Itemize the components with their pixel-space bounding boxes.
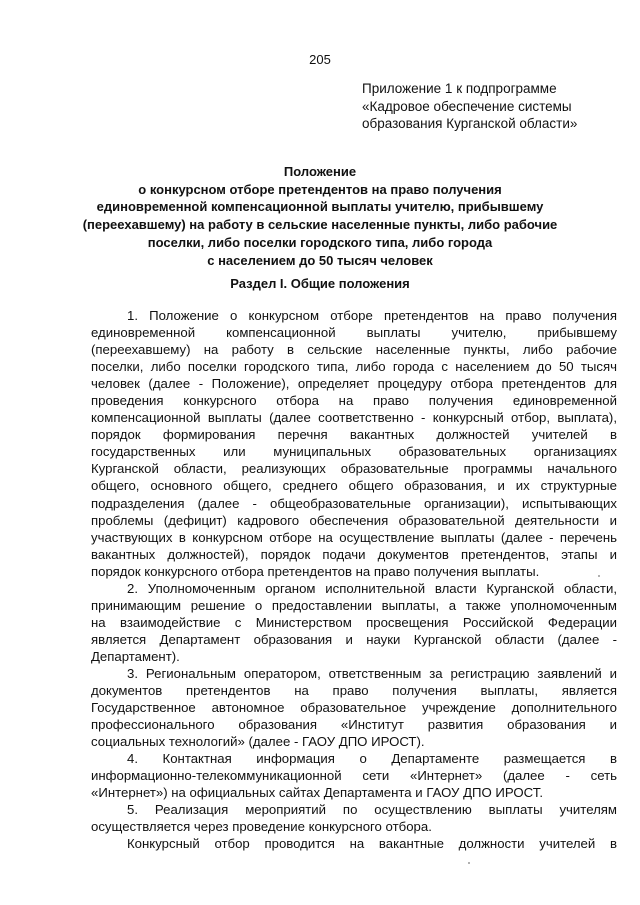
- section-heading: Раздел I. Общие положения: [230, 276, 410, 291]
- paragraph-line: (переехавшему) на работу в сельские населенные пункты, либо рабочие: [91, 342, 617, 358]
- paragraph-line: осуществляется через проведение конкурсного отбора.: [91, 819, 432, 835]
- paragraph-line: государственных или муниципальных образовательных организациях: [91, 444, 617, 460]
- scan-speck: [598, 575, 600, 577]
- body-text: [91, 307, 617, 853]
- paragraph: [91, 580, 617, 665]
- paragraph-line: Государственное автономное образовательное учреждение дополнительного: [91, 700, 617, 716]
- appendix-line: «Кадровое обеспечение системы: [362, 98, 572, 114]
- paragraph-line: порядок формирования перечня вакантных должностей учителей в: [91, 427, 617, 443]
- paragraph-line: проведения конкурсного отбора на право получения единовременной: [91, 393, 617, 409]
- paragraph-line: подразделения (далее - общеобразовательные организации), испытывающих: [91, 495, 617, 511]
- paragraph-line: социальных технологий» (далее - ГАОУ ДПО ИРОСТ).: [91, 734, 425, 750]
- paragraph: [91, 665, 617, 750]
- paragraph-line: единовременной компенсационной выплаты учителю, прибывшему: [91, 325, 617, 341]
- paragraph-line: на взаимодействие с Министерством просвещения Российской Федерации: [91, 614, 617, 630]
- paragraph-line: принимающим решение о предоставлении выплаты, а также уполномоченным: [91, 597, 617, 613]
- paragraph-line: информационно-телекоммуникационной сети «Интернет» (далее - сеть: [91, 768, 617, 784]
- paragraph-line: является Департамент образования и науки Курганской области (далее -: [91, 631, 617, 647]
- paragraph-line: Департамент).: [91, 648, 180, 664]
- appendix-line: Приложение 1 к подпрограмме: [362, 81, 557, 96]
- paragraph-line: Конкурсный отбор проводится на вакантные должности учителей в: [127, 836, 617, 852]
- page-number: 205: [309, 52, 331, 67]
- appendix-note: [362, 80, 622, 133]
- paragraph-line: участвующих в конкурсном отборе на осуществление выплаты (далее - перечень: [91, 529, 617, 545]
- title-line: (переехавшему) на работу в сельские населенные пункты, либо рабочие: [82, 217, 558, 233]
- title-line: единовременной компенсационной выплаты учителю, прибывшему: [96, 199, 544, 215]
- appendix-line: образования Курганской области»: [362, 116, 578, 131]
- paragraph-line: профессионального образования «Институт развития образования и: [91, 717, 617, 733]
- paragraph-line: порядок конкурсного отбора претендентов на право получения выплаты.: [91, 563, 540, 579]
- paragraph-line: Курганской области, реализующих образовательные программы начального: [91, 461, 617, 477]
- title-line: поселки, либо поселки городского типа, либо города: [147, 234, 493, 250]
- paragraph-line: общего, основного общего, среднего общего образования, и их структурные: [91, 478, 617, 494]
- paragraph-line: «Интернет») на официальных сайтах Департамента и ГАОУ ДПО ИРОСТ.: [91, 785, 544, 801]
- title-line: Положение: [283, 164, 357, 179]
- paragraph-line: 1. Положение о конкурсном отборе претендентов на право получения: [127, 308, 617, 323]
- paragraph-line: документов претендентов на право получения выплаты, является: [91, 683, 617, 699]
- document-title: [70, 163, 570, 269]
- paragraph-line: вакантных должностей), порядок подачи документов претендентов, этапы и: [91, 546, 617, 562]
- paragraph-line: проблемы (дефицит) кадрового обеспечения образовательной деятельности и: [91, 512, 617, 528]
- paragraph-line: 5. Реализация мероприятий по осуществлению выплаты учителям: [127, 802, 617, 818]
- paragraph-line: 3. Региональным оператором, ответственным за регистрацию заявлений и: [127, 665, 617, 681]
- paragraph-line: поселки, либо поселки городского типа, либо города с населением до 50 тысяч: [91, 359, 617, 375]
- paragraph-line: 2. Уполномоченным органом исполнительной власти Курганской области,: [127, 580, 617, 596]
- paragraph-line: 4. Контактная информация о Департаменте размещается в: [127, 751, 617, 767]
- scan-speck: [468, 862, 470, 864]
- paragraph: [91, 307, 617, 580]
- paragraph-line: человек (далее - Положение), определяет процедуру отбора претендентов для: [91, 376, 617, 392]
- paragraph: [91, 750, 617, 801]
- title-line: с населением до 50 тысяч человек: [207, 252, 433, 268]
- paragraph: [91, 801, 617, 835]
- paragraph: [91, 835, 617, 852]
- title-line: о конкурсном отборе претендентов на право получения: [138, 181, 502, 197]
- paragraph-line: компенсационной выплаты (далее соответственно - конкурсный отбор, выплата),: [91, 410, 617, 426]
